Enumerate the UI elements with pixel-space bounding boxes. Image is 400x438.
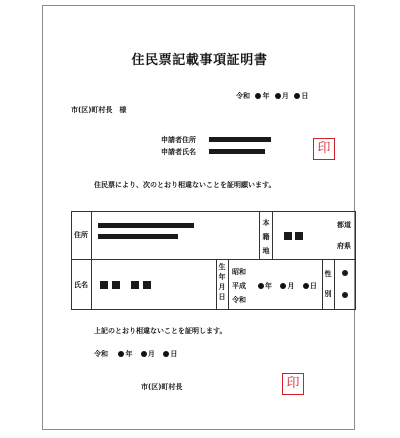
era-heisei: 平成 xyxy=(232,282,246,290)
issuer-title: 市(区)町村長 xyxy=(141,383,183,391)
cert-year-mask xyxy=(118,351,124,357)
sex-value-mask-2 xyxy=(342,292,348,298)
cert-year-unit: 年 xyxy=(125,350,133,358)
cert-day-unit: 日 xyxy=(170,350,178,358)
cert-month-mask xyxy=(141,351,147,357)
honseki-divider-right xyxy=(272,212,273,259)
givenname-redacted-1 xyxy=(131,281,139,289)
address-label: 住所 xyxy=(74,231,88,239)
applicant-name-redacted xyxy=(209,149,265,154)
era-showa: 昭和 xyxy=(232,268,246,276)
issuer-seal: 印 xyxy=(282,373,304,395)
honseki-char-2: 籍 xyxy=(262,233,270,241)
birth-char-4: 日 xyxy=(218,293,226,301)
sex-value-mask-1 xyxy=(342,270,348,276)
era-reiwa: 令和 xyxy=(232,296,246,304)
document-title: 住民票記載事項証明書 xyxy=(131,53,268,68)
sex-char-1: 性 xyxy=(324,270,332,278)
sex-divider-right xyxy=(334,259,335,309)
date-day-mask xyxy=(294,93,300,99)
birthdate-label xyxy=(217,263,227,302)
name-label: 氏名 xyxy=(74,281,88,289)
date-day-unit: 日 xyxy=(301,92,309,100)
birth-month-mask xyxy=(280,283,286,289)
request-statement: 住民票により、次のとおり相違ないことを証明願います。 xyxy=(94,181,276,189)
applicant-address-label: 申請者住所 xyxy=(161,136,196,144)
certification-date-line xyxy=(94,350,177,359)
birth-year-unit: 年 xyxy=(265,282,272,290)
issue-date-line xyxy=(236,92,308,101)
birth-day-mask xyxy=(303,283,309,289)
addressee: 市(区)町村長 様 xyxy=(71,106,127,114)
birth-divider-right xyxy=(228,259,229,309)
honseki-label xyxy=(261,219,271,256)
certification-statement: 上記のとおり相違ないことを証明します。 xyxy=(94,327,227,335)
date-month-unit: 月 xyxy=(281,92,289,100)
address-redacted-1 xyxy=(98,223,194,228)
honseki-redacted-1 xyxy=(284,232,292,240)
birth-day-unit: 日 xyxy=(309,282,317,290)
birth-char-3: 月 xyxy=(218,283,226,291)
cert-date-era: 令和 xyxy=(94,350,108,358)
honseki-char-1: 本 xyxy=(262,219,270,227)
givenname-redacted-2 xyxy=(143,281,151,289)
honseki-redacted-2 xyxy=(295,232,303,240)
cert-month-unit: 月 xyxy=(147,350,155,358)
surname-redacted-1 xyxy=(100,281,108,289)
honseki-char-3: 地 xyxy=(262,247,270,255)
birth-char-2: 年 xyxy=(218,273,226,281)
birth-date-values xyxy=(255,282,317,291)
address-redacted-2 xyxy=(98,234,178,239)
sex-char-2: 別 xyxy=(324,290,332,298)
applicant-address-redacted xyxy=(209,137,271,142)
prefecture-suffix-1: 都道 xyxy=(337,221,351,229)
birth-year-mask xyxy=(258,283,264,289)
certificate-table xyxy=(71,211,356,310)
honseki-divider-left xyxy=(259,212,260,259)
label-col-divider xyxy=(91,212,92,309)
applicant-seal: 印 xyxy=(313,138,335,160)
date-year-unit: 年 xyxy=(262,92,270,100)
date-month-mask xyxy=(275,93,281,99)
birth-char-1: 生 xyxy=(218,263,226,271)
surname-redacted-2 xyxy=(112,281,120,289)
cert-day-mask xyxy=(163,351,169,357)
row-divider xyxy=(72,259,355,260)
applicant-name-label: 申請者氏名 xyxy=(161,148,196,156)
date-era: 令和 xyxy=(236,92,250,100)
certificate-paper xyxy=(42,5,355,430)
date-year-mask xyxy=(255,93,261,99)
sex-label xyxy=(323,270,333,299)
birth-month-unit: 月 xyxy=(287,282,295,290)
prefecture-suffix-2: 府県 xyxy=(337,242,351,250)
